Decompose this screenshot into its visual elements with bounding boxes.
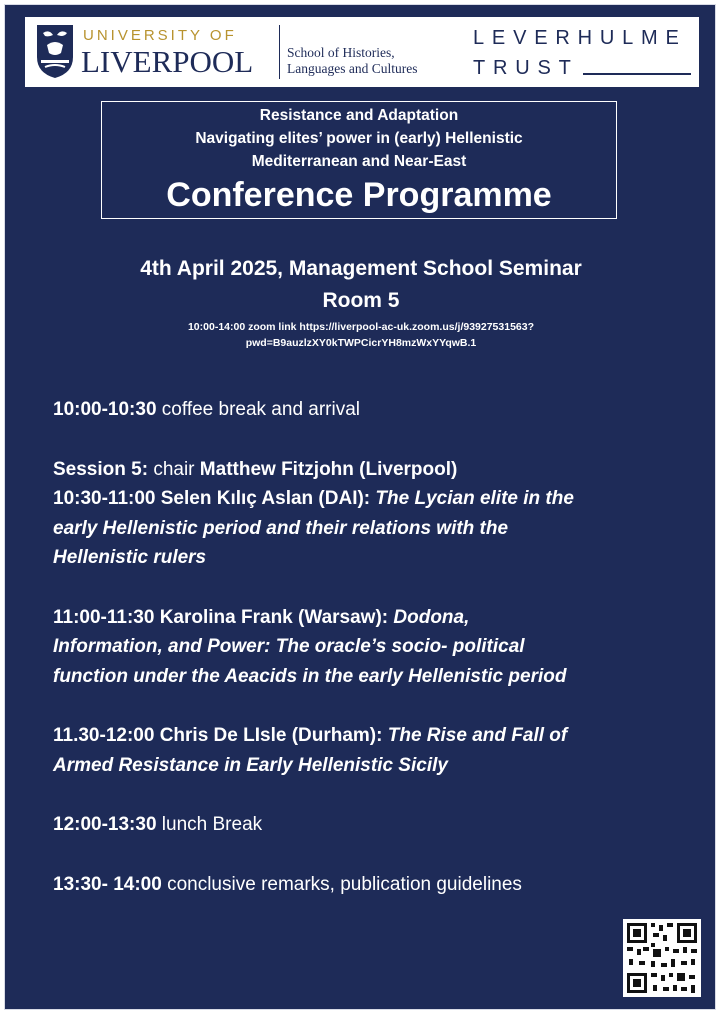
zoom-link-line-2[interactable]: pwd=B9auzlzXY0kTWPCicrYH8mzWxYYqwB.1 (245, 337, 477, 349)
session-heading (53, 455, 693, 485)
subtitle-line-2: Navigating elites’ power in (early) Hellenistic (195, 130, 523, 147)
programme-item-talk-3 (53, 721, 693, 780)
room: Room 5 (322, 289, 400, 312)
item-text: coffee break and arrival (156, 399, 361, 420)
leverhulme-name: LEVERHULME (473, 27, 687, 49)
leverhulme-rule (583, 73, 691, 75)
logo-divider (279, 25, 280, 79)
talk-2-title-part-3: function under the Aeacids in the early Hellenistic period (53, 665, 567, 687)
school-line-1: School of Histories, (287, 45, 395, 60)
session-chair: Matthew Fitzjohn (Liverpool) (199, 458, 458, 480)
subtitle-line-3: Mediterranean and Near-East (251, 153, 467, 170)
school-name (287, 45, 467, 77)
talk-1-title-part-1: The Lycian elite in the (370, 488, 574, 509)
talk-2-speaker: 11:00-11:30 Karolina Frank (Warsaw): (53, 606, 389, 628)
talk-1-speaker: 10:30-11:00 Selen Kılıç Aslan (DAI): (53, 488, 371, 509)
session-label: Session 5: (53, 458, 149, 480)
item-time: 12:00-13:30 (53, 814, 157, 835)
date-venue: 4th April 2025, Management School Seminar (140, 257, 582, 280)
programme-item-closing (53, 870, 693, 900)
page-title: Conference Programme (166, 176, 552, 214)
title-box (101, 101, 617, 219)
item-time: 13:30- 14:00 (53, 873, 162, 895)
programme-item-arrival (53, 395, 693, 425)
subtitle-line-1: Resistance and Adaptation (259, 107, 459, 124)
talk-1-title-part-2: early Hellenistic period and their relations with the (53, 517, 509, 539)
school-line-2: Languages and Cultures (287, 61, 418, 76)
university-crest-icon (35, 23, 75, 79)
university-name: LIVERPOOL (81, 44, 254, 79)
programme-item-talk-2 (53, 603, 693, 692)
qr-code-icon[interactable] (623, 919, 701, 997)
programme-list (53, 395, 693, 899)
programme-item-lunch (53, 810, 693, 840)
talk-2-title-part-1: Dodona, (388, 606, 470, 628)
session-chair-prefix: chair (148, 458, 200, 480)
item-time: 10:00-10:30 (53, 399, 157, 420)
poster (4, 4, 716, 1010)
event-details (5, 253, 717, 351)
logo-header (25, 17, 699, 87)
item-text: conclusive remarks, publication guidelines (161, 873, 522, 895)
talk-3-title-part-1: The Rise and Fall of (382, 725, 568, 746)
trust-word: TRUST (473, 57, 579, 79)
talk-2-title-part-2: Information, and Power: The oracle’s socio- political (53, 636, 525, 657)
programme-item-talk-1 (53, 484, 693, 573)
talk-3-title-part-2: Armed Resistance in Early Hellenistic Sicily (53, 754, 448, 776)
zoom-link-line-1[interactable]: 10:00-14:00 zoom link https://liverpool-ac-uk.zoom.us/j/93927531563? (187, 321, 535, 333)
talk-3-speaker: 11.30-12:00 Chris De LIsle (Durham): (53, 725, 383, 746)
item-text: lunch Break (156, 814, 263, 835)
talk-1-title-part-3: Hellenistic rulers (53, 547, 207, 568)
university-top-word: UNIVERSITY OF (83, 27, 237, 44)
